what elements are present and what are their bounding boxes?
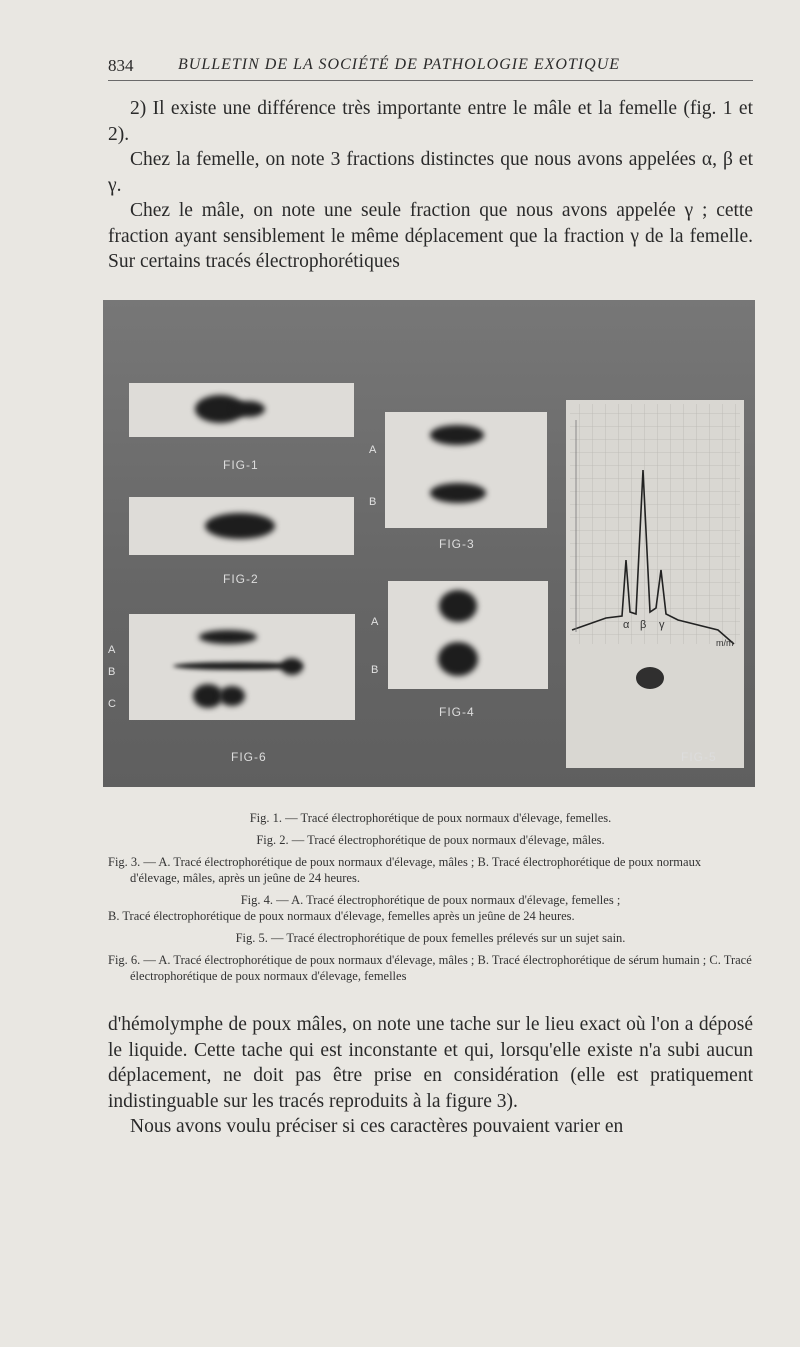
fig5-label-alpha: α [623, 619, 630, 631]
paragraph: Chez le mâle, on note une seule fraction que nous avons appelée γ ; cette fraction ayant sensiblement le même déplacement que la fraction γ de la femelle. Sur certains tracés électrophorétiques [108, 200, 753, 272]
top-text-block [108, 96, 753, 275]
caption-fig6: Fig. 6. — A. Tracé électrophorétique de poux normaux d'élevage, mâles ; B. Tracé électrophorétique de sérum humain ; C. Tracé électrophorétique de poux normaux d'élevage, femelles [108, 953, 752, 983]
fig6-spot-c [219, 686, 245, 706]
fig5-label-gamma: γ [659, 619, 665, 631]
caption-fig4a: Fig. 4. — A. Tracé électrophorétique de poux normaux d'élevage, femelles ; [240, 893, 621, 907]
fig6-label-c: C [108, 698, 116, 710]
electrophoresis-plate [103, 300, 755, 787]
page-number: 834 [108, 56, 134, 75]
fig4-spot-b [438, 642, 478, 676]
fig4-label-b: B [371, 664, 379, 676]
fig5-spot [636, 667, 664, 689]
paragraph: d'hémolymphe de poux mâles, on note une tache sur le lieu exact où l'on a déposé le liquide. Cette tache qui est inconstante et qui, lorsqu'elle existe n'a subi aucun déplacement, ne doit pas être prise en considération (elle est pratiquement indistinguable sur les tracés reproduits à la figure 3). [108, 1014, 753, 1112]
running-head [108, 52, 753, 81]
paragraph: 2) Il existe une différence très importante entre le mâle et la femelle (fig. 1 et 2). [108, 98, 753, 145]
paragraph: Chez la femelle, on note 3 fractions distinctes que nous avons appelées α, β et γ. [108, 149, 753, 196]
caption-fig1: Fig. 1. — Tracé électrophorétique de poux normaux d'élevage, femelles. [249, 811, 612, 825]
fig6-label-b: B [108, 666, 116, 678]
fig6-label: FIG-6 [231, 750, 267, 764]
caption-fig5: Fig. 5. — Tracé électrophorétique de poux femelles prélevés sur un sujet sain. [235, 931, 626, 945]
fig2-spot [205, 513, 275, 539]
caption-fig2: Fig. 2. — Tracé électrophorétique de poux normaux d'élevage, mâles. [256, 833, 605, 847]
fig3-label-b: B [369, 496, 377, 508]
fig1-spot [233, 401, 265, 417]
fig3-spot-a [430, 425, 484, 445]
fig6-spot-a [199, 630, 257, 644]
fig5-label-beta: β [640, 619, 647, 631]
bottom-text-block [108, 1012, 753, 1140]
fig3-label-a: A [369, 444, 377, 456]
fig5-densitometer-graph [566, 400, 744, 768]
fig4-spot-a [439, 590, 477, 622]
fig6-spot-b [281, 658, 303, 675]
caption-fig3: Fig. 3. — A. Tracé électrophorétique de poux normaux d'élevage, mâles ; B. Tracé électrophorétique de poux normaux d'élevage, mâles, après un jeûne de 24 heures. [108, 855, 702, 885]
fig5-graph-svg [566, 400, 744, 768]
fig5-label: FIG-5 [681, 750, 717, 764]
caption-fig4b: B. Tracé électrophorétique de poux normaux d'élevage, femelles après un jeûne de 24 heures. [108, 909, 575, 923]
fig6-label-a: A [108, 644, 116, 656]
fig4-label: FIG-4 [439, 705, 475, 719]
paragraph: Nous avons voulu préciser si ces caractères pouvaient varier en [130, 1116, 624, 1137]
figure-captions [108, 810, 753, 990]
fig4-label-a: A [371, 616, 379, 628]
fig3-spot-b [430, 483, 486, 503]
fig3-label: FIG-3 [439, 537, 475, 551]
fig1-label: FIG-1 [223, 458, 259, 472]
fig5-unit-label: m/m [716, 638, 734, 648]
journal-title: BULLETIN DE LA SOCIÉTÉ DE PATHOLOGIE EXOTIQUE [178, 56, 621, 73]
fig2-label: FIG-2 [223, 572, 259, 586]
